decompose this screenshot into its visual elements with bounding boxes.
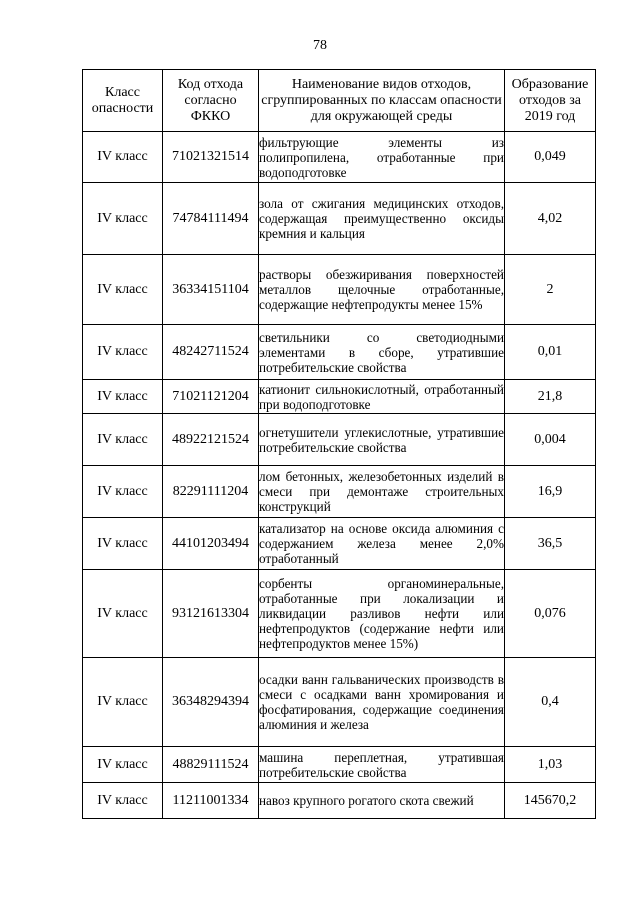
waste-name-cell	[259, 132, 505, 183]
hazard-class-cell: IV класс	[83, 466, 163, 518]
waste-name-cell	[259, 747, 505, 783]
waste-amount-cell: 0,01	[505, 325, 596, 380]
waste-name-text: осадки ванн гальванических производств в смеси с осадками ванн хромирования и фосфатирования, содержащие соединения алюминия и железа	[259, 672, 504, 732]
fkko-code-cell: 74784111494	[163, 183, 259, 255]
waste-name-cell	[259, 380, 505, 414]
header-fkko-code: Код отхода согласно ФККО	[163, 70, 259, 132]
waste-name-text: огнетушители углекислотные, утратившие потребительские свойства	[259, 424, 504, 455]
waste-name-text: растворы обезжиривания поверхностей металлов щелочные отработанные, содержащие нефтепродукты менее 15%	[259, 267, 504, 312]
waste-amount-cell: 0,004	[505, 414, 596, 466]
waste-name-cell	[259, 783, 505, 819]
waste-amount-cell: 16,9	[505, 466, 596, 518]
waste-name-cell	[259, 570, 505, 658]
waste-name-cell	[259, 518, 505, 570]
waste-name-text: сорбенты органоминеральные, отработанные при локализации и ликвидации разливов нефти или нефтепродуктов (содержание нефти или нефтепродуктов менее 15%)	[259, 576, 504, 651]
table-row	[83, 255, 596, 325]
waste-name-text: лом бетонных, железобетонных изделий в смеси при демонтаже строительных конструкций	[259, 469, 504, 514]
table-row	[83, 325, 596, 380]
table-row	[83, 414, 596, 466]
hazard-class-cell: IV класс	[83, 658, 163, 747]
waste-amount-cell: 21,8	[505, 380, 596, 414]
table-row	[83, 183, 596, 255]
hazard-class-cell: IV класс	[83, 183, 163, 255]
fkko-code-cell: 36334151104	[163, 255, 259, 325]
fkko-code-cell: 82291111204	[163, 466, 259, 518]
waste-amount-cell: 0,4	[505, 658, 596, 747]
header-hazard-class: Класс опасности	[83, 70, 163, 132]
waste-name-text: зола от сжигания медицинских отходов, содержащая преимущественно оксиды кремния и кальция	[259, 196, 504, 241]
fkko-code-cell: 71021121204	[163, 380, 259, 414]
waste-amount-cell: 1,03	[505, 747, 596, 783]
header-waste-amount: Образование отходов за 2019 год	[505, 70, 596, 132]
hazard-class-cell: IV класс	[83, 255, 163, 325]
header-waste-name: Наименование видов отходов, сгруппированных по классам опасности для окружающей среды	[259, 70, 505, 132]
hazard-class-cell: IV класс	[83, 518, 163, 570]
fkko-code-cell: 93121613304	[163, 570, 259, 658]
table-row	[83, 570, 596, 658]
waste-amount-cell: 36,5	[505, 518, 596, 570]
waste-name-cell	[259, 466, 505, 518]
table-row	[83, 518, 596, 570]
waste-name-text: катализатор на основе оксида алюминия с содержанием железа менее 2,0% отработанный	[259, 521, 504, 566]
waste-amount-cell: 4,02	[505, 183, 596, 255]
fkko-code-cell: 71021321514	[163, 132, 259, 183]
fkko-code-cell: 36348294394	[163, 658, 259, 747]
fkko-code-cell: 48242711524	[163, 325, 259, 380]
fkko-code-cell: 44101203494	[163, 518, 259, 570]
hazard-class-cell: IV класс	[83, 132, 163, 183]
hazard-class-cell: IV класс	[83, 325, 163, 380]
waste-name-text: светильники со светодиодными элементами в сборе, утратившие потребительские свойства	[259, 329, 504, 375]
table-row	[83, 658, 596, 747]
table-row	[83, 466, 596, 518]
waste-name-text: фильтрующие элементы из полипропилена, отработанные при водоподготовке	[259, 134, 504, 180]
hazard-class-cell: IV класс	[83, 783, 163, 819]
hazard-class-cell: IV класс	[83, 570, 163, 658]
page-number: 78	[313, 38, 327, 53]
table-row	[83, 747, 596, 783]
fkko-code-cell: 11211001334	[163, 783, 259, 819]
waste-name-text: навоз крупного рогатого скота свежий	[259, 793, 474, 808]
waste-name-text: машина переплетная, утратившая потребительские свойства	[259, 749, 504, 780]
hazard-class-cell: IV класс	[83, 380, 163, 414]
waste-name-text: катионит сильнокислотный, отработанный при водоподготовке	[259, 381, 504, 412]
table-header-row	[83, 70, 596, 132]
fkko-code-cell: 48922121524	[163, 414, 259, 466]
waste-amount-cell: 145670,2	[505, 783, 596, 819]
table-row	[83, 783, 596, 819]
waste-table	[82, 69, 596, 819]
table-row	[83, 380, 596, 414]
waste-amount-cell: 0,076	[505, 570, 596, 658]
fkko-code-cell: 48829111524	[163, 747, 259, 783]
hazard-class-cell: IV класс	[83, 414, 163, 466]
waste-name-cell	[259, 325, 505, 380]
hazard-class-cell: IV класс	[83, 747, 163, 783]
waste-amount-cell: 2	[505, 255, 596, 325]
waste-name-cell	[259, 183, 505, 255]
waste-name-cell	[259, 658, 505, 747]
waste-name-cell	[259, 255, 505, 325]
waste-amount-cell: 0,049	[505, 132, 596, 183]
waste-name-cell	[259, 414, 505, 466]
table-row	[83, 132, 596, 183]
